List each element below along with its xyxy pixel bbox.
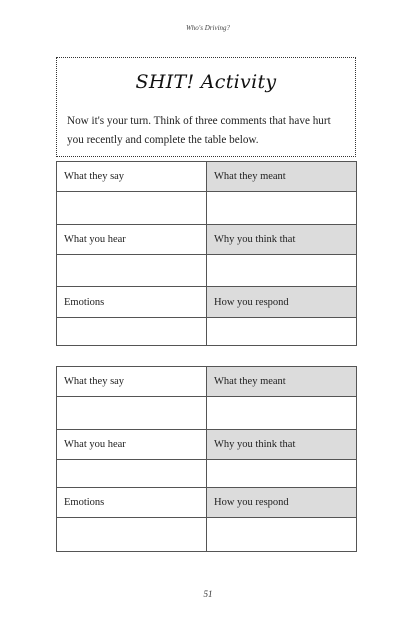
table-row: [57, 318, 357, 346]
answer-cell[interactable]: [57, 518, 207, 552]
prompt-cell: What they say: [57, 162, 207, 192]
table-row: [57, 225, 357, 255]
activity-title: SHIT! Activity: [135, 71, 277, 93]
answer-cell[interactable]: [207, 192, 357, 225]
answer-cell[interactable]: [207, 318, 357, 346]
answer-cell[interactable]: [207, 255, 357, 287]
page-number: 51: [203, 589, 213, 599]
answer-cell[interactable]: [207, 397, 357, 430]
prompt-cell: Emotions: [57, 488, 207, 518]
table-row: [57, 287, 357, 318]
table-row: [57, 430, 357, 460]
table-row: [57, 460, 357, 488]
table-row: [57, 162, 357, 192]
worksheet-table-1: [56, 161, 357, 346]
answer-cell[interactable]: [57, 255, 207, 287]
answer-cell[interactable]: [57, 460, 207, 488]
worksheet-table-2: [56, 366, 357, 552]
activity-instructions: Now it's your turn. Think of three comments that have hurt you recently and complete the table below.: [67, 115, 331, 146]
prompt-cell: What they meant: [207, 367, 357, 397]
prompt-cell: What they meant: [207, 162, 357, 192]
table-row: [57, 255, 357, 287]
table-row: [57, 488, 357, 518]
prompt-cell: Why you think that: [207, 225, 357, 255]
table-row: [57, 397, 357, 430]
answer-cell[interactable]: [57, 192, 207, 225]
answer-cell[interactable]: [57, 397, 207, 430]
prompt-cell: How you respond: [207, 287, 357, 318]
table-row: [57, 367, 357, 397]
activity-box: [56, 57, 356, 157]
prompt-cell: What you hear: [57, 225, 207, 255]
answer-cell[interactable]: [207, 518, 357, 552]
answer-cell[interactable]: [207, 460, 357, 488]
answer-cell[interactable]: [57, 318, 207, 346]
prompt-cell: How you respond: [207, 488, 357, 518]
running-header: Who's Driving?: [185, 24, 231, 32]
table-row: [57, 518, 357, 552]
prompt-cell: Emotions: [57, 287, 207, 318]
prompt-cell: What you hear: [57, 430, 207, 460]
prompt-cell: Why you think that: [207, 430, 357, 460]
table-row: [57, 192, 357, 225]
prompt-cell: What they say: [57, 367, 207, 397]
